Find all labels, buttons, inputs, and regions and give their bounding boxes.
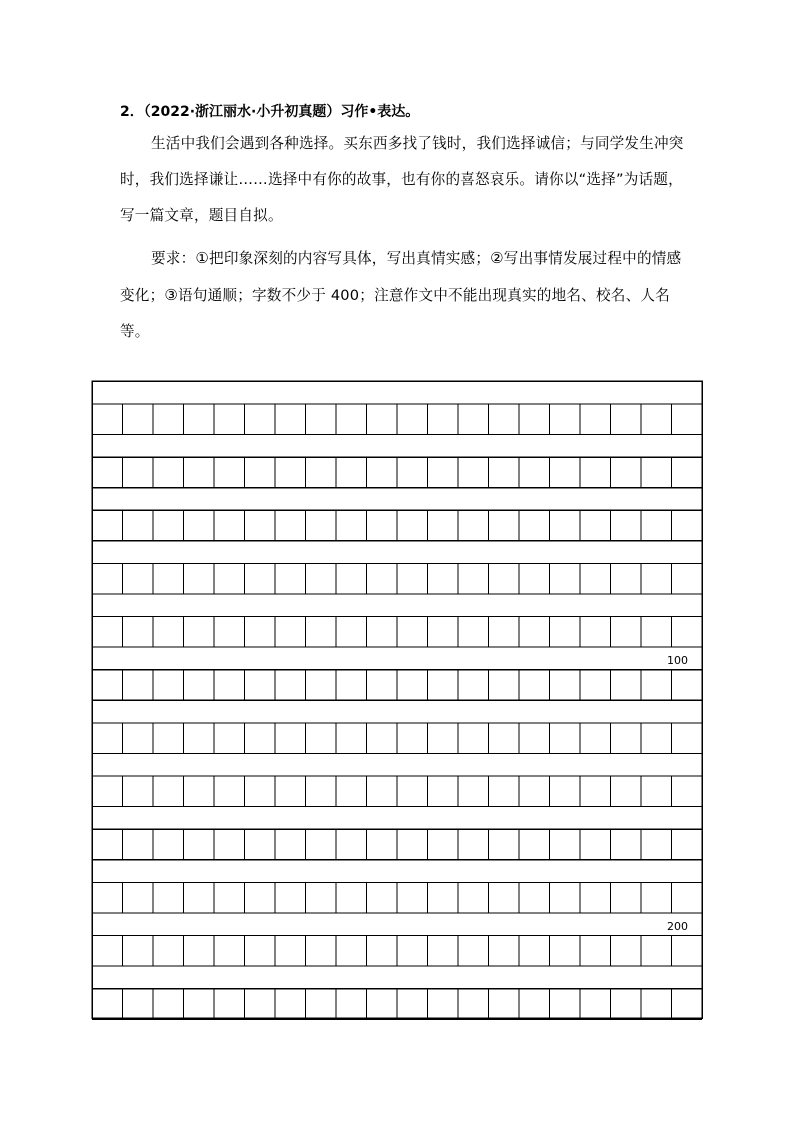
word-count-marker: 200 (667, 919, 688, 933)
requirement-3-number: ③ (164, 286, 179, 304)
requirements-lead: 要求： (151, 250, 196, 267)
requirement-1: 把印象深刻的内容写具体，写出真情实感； (209, 250, 491, 267)
question-source: （2022·浙江丽水·小升初真题） (143, 104, 341, 120)
question-number: 2． (120, 104, 144, 120)
requirement-1-number: ① (195, 249, 210, 267)
word-count-marker: 100 (667, 654, 688, 668)
question-title: 习作•表达。 (340, 104, 420, 120)
prompt-paragraph: 生活中我们会遇到各种选择。买东西多找了钱时，我们选择诚信；与同学发生冲突时，我们选择谦让……选择中有你的故事，也有你的喜怒哀乐。请你以“选择”为话题，写一篇文章，题目自拟。 (120, 135, 684, 224)
requirement-2-number: ② (490, 249, 504, 267)
requirement-3: 语句通顺；字数不少于 400；注意作文中不能出现真实的地名、校名、人名等。 (120, 287, 670, 340)
requirement-2: 写出事情发展过程中的情感变化； (120, 250, 682, 304)
